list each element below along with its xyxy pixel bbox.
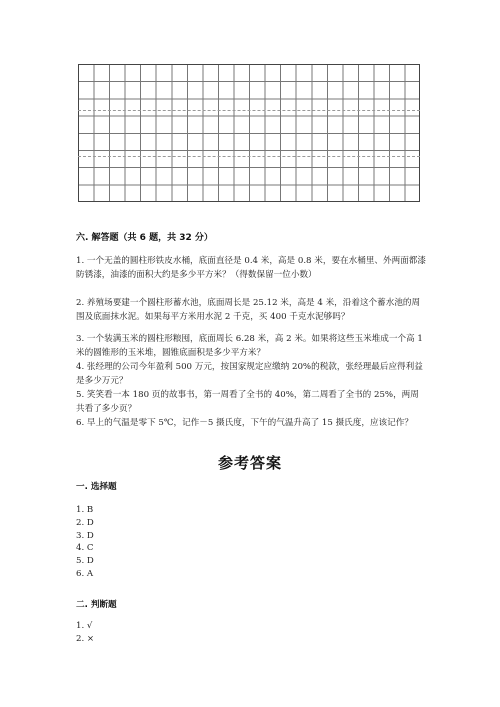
- question-1: 1. 一个无盖的圆柱形铁皮水桶，底面直径是 0.4 米，高是 0.8 米，要在水桶里、外两面都漆防锈漆，油漆的面积大约是多少平方米？（得数保留一位小数）: [76, 256, 426, 281]
- section-title: 六. 解答题（共 6 题，共 32 分）: [76, 233, 213, 243]
- choice-section-title: 一. 选择题: [76, 482, 117, 492]
- grid-divider: [78, 156, 420, 157]
- judge-answer: 1. √: [76, 621, 93, 631]
- question-4: 4. 张经理的公司今年盈利 500 万元，按国家规定应缴纳 20%的税款，张经理最后应得利益是多少万元？: [76, 362, 423, 387]
- writing-grid: [78, 64, 420, 202]
- judge-answer: 2. ×: [76, 633, 95, 644]
- choice-answer: 1. B: [76, 505, 94, 515]
- question-6: 6. 早上的气温是零下 5℃，记作－5 摄氏度，下午的气温升高了 15 摄氏度，应该记作？: [76, 418, 413, 428]
- judge-section-title: 二. 判断题: [76, 600, 117, 610]
- choice-answer-list: [76, 504, 94, 581]
- answer-heading: 参考答案: [217, 454, 282, 472]
- choice-answer: 2. D: [76, 517, 94, 528]
- choice-answer: 6. A: [76, 568, 94, 579]
- choice-answer: 4. C: [76, 543, 94, 554]
- judge-answer-list: [76, 620, 94, 646]
- grid-divider: [78, 110, 420, 111]
- question-2: 2. 养殖场要建一个圆柱形蓄水池，底面周长是 25.12 米，高是 4 米，沿着这个蓄水池的周围及底面抹水泥。如果每平方米用水泥 2 千克，买 400 千克水泥够吗？: [76, 298, 421, 323]
- choice-answer: 3. D: [76, 530, 94, 541]
- choice-answer: 5. D: [76, 556, 94, 567]
- question-5: 5. 笑笑看一本 180 页的故事书，第一周看了全书的 40%，第二周看了全书的 25%，两周共看了多少页？: [76, 390, 419, 415]
- question-3: 3. 一个装满玉米的圆柱形粮囤，底面周长 6.28 米，高 2 米。如果将这些玉米堆成一个高 1 米的圆锥形的玉米堆，圆锥底面积是多少平方米？: [76, 334, 423, 359]
